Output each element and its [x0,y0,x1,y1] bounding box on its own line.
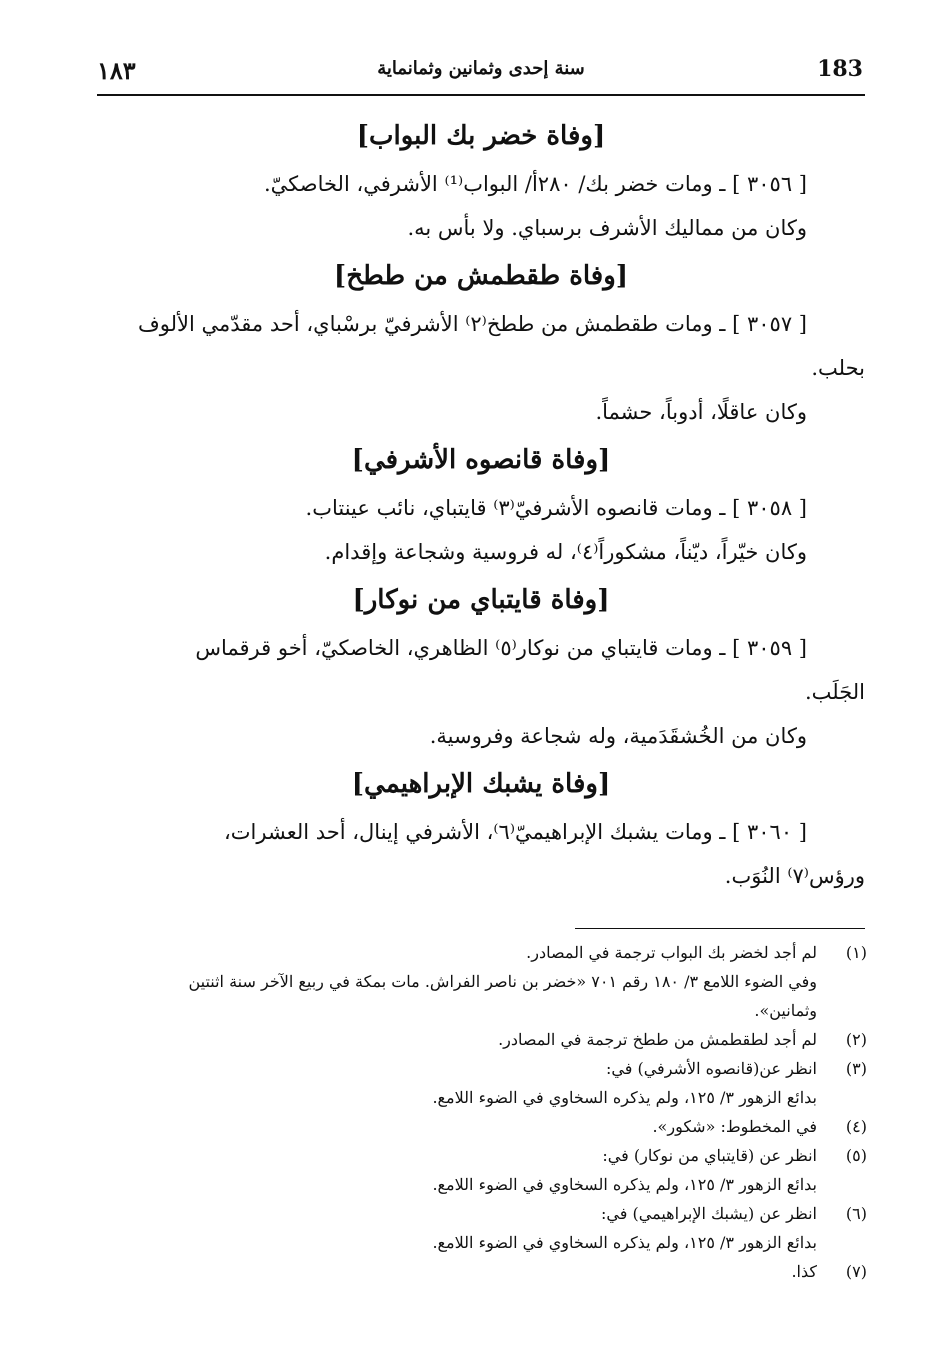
footnote-line: انظر عن(قانصوه الأشرفي) في: [606,1059,817,1078]
footnote [97,1054,867,1112]
footnote-line: لم أجد لطقطمش من ططخ ترجمة في المصادر. [498,1030,817,1049]
entry-line: الجَلَب. [804,680,865,704]
main-text [97,110,865,898]
note-paragraph [97,530,865,574]
section-heading: [وفاة قانصوه الأشرفي] [351,445,611,475]
entry-line: [ ٣٠٦٠ ] ـ ومات يشبك الإبراهيميّ⁽٦⁾، الأشرفي إينال، أحد العشرات، [224,820,807,844]
note-paragraph [97,714,865,758]
footnote-line: وثمانين». [754,1001,817,1020]
footnote [97,1112,867,1141]
note-line: وكان عاقلًا، أدوباً، حشماً. [595,400,807,424]
note-paragraph [97,390,865,434]
footnote-line: كذا. [791,1262,817,1281]
entry-paragraph [97,302,865,390]
footnote-separator [575,928,865,929]
section-heading: [وفاة خضر بك البواب] [356,121,606,151]
footnote-line: وفي الضوء اللامع ٣/ ١٨٠ رقم ٧٠١ «خضر بن ناصر الفراش. مات بمكة في ربيع الآخر سنة اثنتين [188,972,817,991]
footnote-line: في المخطوط: «شكور». [652,1117,817,1136]
footnote-line: بدائع الزهور ٣/ ١٢٥، ولم يذكره السخاوي في الضوء اللامع. [432,1175,817,1194]
footnote [97,1257,867,1286]
footnote-line: بدائع الزهور ٣/ ١٢٥، ولم يذكره السخاوي في الضوء اللامع. [432,1233,817,1252]
footnote-number: (١) [845,943,867,962]
running-title: سنة إحدى وثمانين وثمانماية [377,58,585,79]
footnote-number: (٧) [845,1262,867,1281]
entry-paragraph [97,486,865,530]
footnote [97,1025,867,1054]
entry-line: [ ٣٠٥٧ ] ـ ومات طقطمش من ططخ⁽٢⁾ الأشرفيّ برسْباي، أحد مقدّمي الألوف [138,312,807,336]
footnote-number: (٤) [845,1117,867,1136]
footnote-line: بدائع الزهور ٣/ ١٢٥، ولم يذكره السخاوي في الضوء اللامع. [432,1088,817,1107]
footnote-number: (٢) [845,1030,867,1049]
footnote-line: انظر عن (يشبك الإبراهيمي) في: [601,1204,817,1223]
note-line: وكان خيّراً، ديّناً، مشكوراً⁽٤⁾، له فروسية وشجاعة وإقدام. [324,540,807,564]
note-line: وكان من الخُشقَدَمية، وله شجاعة وفروسية. [429,724,807,748]
footnote [97,938,867,1025]
note-paragraph [97,206,865,250]
section-heading: [وفاة قايتباي من نوكار] [352,585,610,615]
entry-paragraph [97,810,865,898]
entry-line: [ ٣٠٥٨ ] ـ ومات قانصوه الأشرفيّ⁽٣⁾ قايتباي، نائب عينتاب. [305,496,807,520]
note-line: وكان من مماليك الأشرف برسباي. ولا بأس به. [407,216,807,240]
entry-line: ورؤس⁽٧⁾ النُوَب. [724,864,865,888]
section-heading: [وفاة يشبك الإبراهيمي] [351,769,611,799]
entry-line: [ ٣٠٥٩ ] ـ ومات قايتباي من نوكار⁽٥⁾ الظاهري، الخاصكيّ، أخو قرقماس [195,636,807,660]
footnote [97,1199,867,1257]
entry-paragraph [97,162,865,206]
footnote-number: (٥) [845,1146,867,1165]
footnote-number: (٦) [845,1204,867,1223]
entry-line: بحلب. [811,356,865,380]
footnote-line: لم أجد لخضر بك البواب ترجمة في المصادر. [526,943,817,962]
footnotes [97,938,867,1286]
footnote-number: (٣) [845,1059,867,1078]
page-number-arabic: ١٨٣ [97,56,136,85]
footnote-line: انظر عن (قايتباي من نوكار) في: [602,1146,817,1165]
entry-line: [ ٣٠٥٦ ] ـ ومات خضر بك/ ٢٨٠أ/ البواب⁽¹⁾ الأشرفي، الخاصكيّ. [263,172,807,196]
running-header [97,52,865,96]
footnote [97,1141,867,1199]
section-heading: [وفاة طقطمش من ططخ] [333,261,629,291]
page-number-latin: 183 [817,56,863,82]
entry-paragraph [97,626,865,714]
